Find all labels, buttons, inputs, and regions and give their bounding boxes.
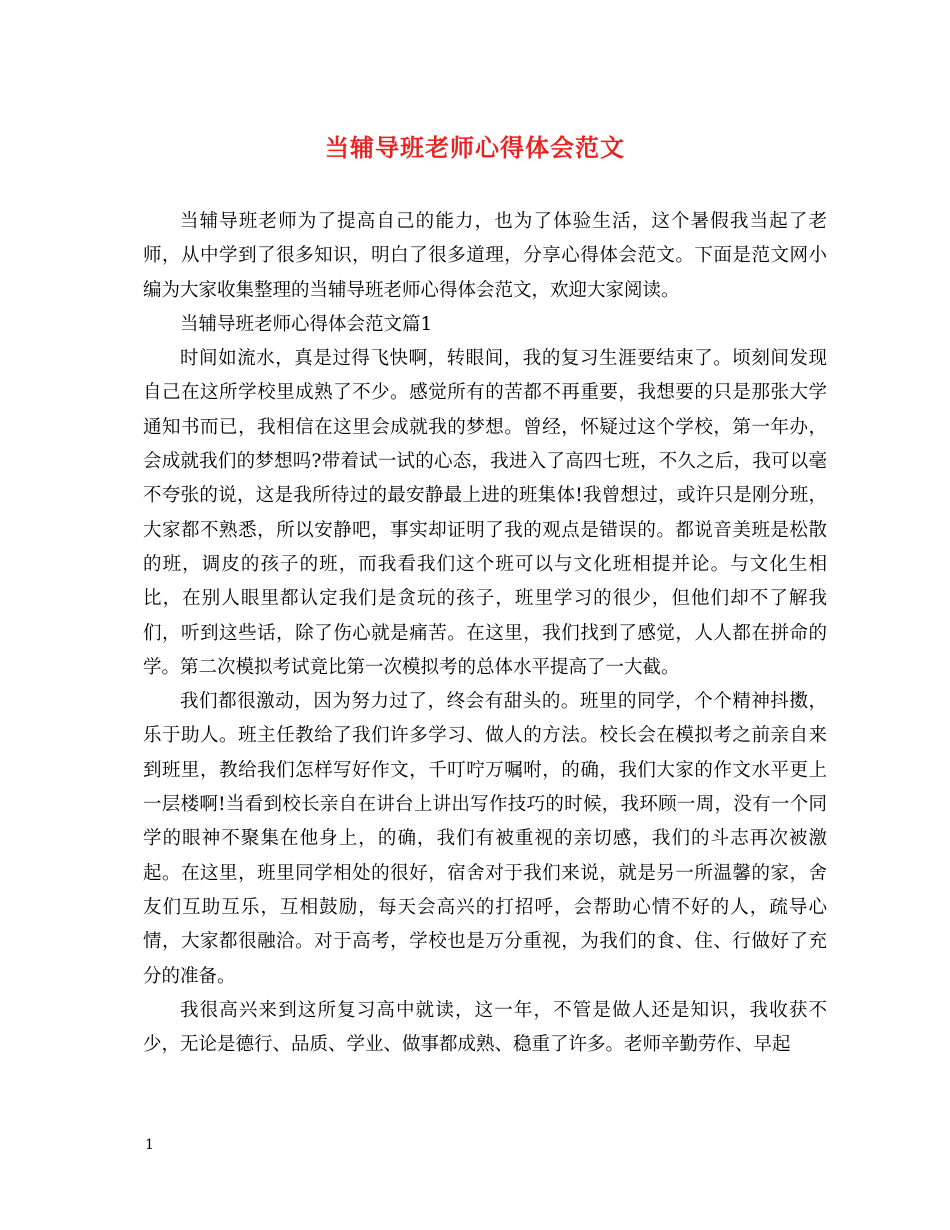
page-number: 1	[145, 1137, 154, 1153]
body-paragraph: 我们都很激动，因为努力过了，终会有甜头的。班里的同学，个个精神抖擞，乐于助人。班主任教给了我们许多学习、做人的方法。校长会在模拟考之前亲自来到班里，教给我们怎样写好作文，千叮咛万嘱咐，的确，我们大家的作文水平更上一层楼啊!当看到校长亲自在讲台上讲出写作技巧的时候，我环顾一周，没有一个同学的眼神不聚集在他身上，的确，我们有被重视的亲切感，我们的斗志再次被激起。在这里，班里同学相处的很好，宿舍对于我们来说，就是另一所温馨的家，舍友们互助互乐，互相鼓励，每天会高兴的打招呼，会帮助心情不好的人，疏导心情，大家都很融洽。对于高考，学校也是万分重视，为我们的食、住、行做好了充分的准备。	[143, 691, 827, 987]
intro-paragraph: 当辅导班老师为了提高自己的能力，也为了体验生活，这个暑假我当起了老师，从中学到了很多知识，明白了很多道理，分享心得体会范文。下面是范文网小编为大家收集整理的当辅导班老师心得体会范文，欢迎大家阅读。	[143, 211, 827, 301]
document-title: 当辅导班老师心得体会范文	[325, 133, 625, 162]
body-paragraph: 时间如流水，真是过得飞快啊，转眼间，我的复习生涯要结束了。顷刻间发现自己在这所学校里成熟了不少。感觉所有的苦都不再重要，我想要的只是那张大学通知书而已，我相信在这里会成就我的梦想。曾经，怀疑过这个学校，第一年办，会成就我们的梦想吗?带着试一试的心态，我进入了高四七班，不久之后，我可以毫不夸张的说，这是我所待过的最安静最上进的班集体!我曾想过，或许只是刚分班，大家都不熟悉，所以安静吧，事实却证明了我的观点是错误的。都说音美班是松散的班，调皮的孩子的班，而我看我们这个班可以与文化班相提并论。与文化生相比，在别人眼里都认定我们是贪玩的孩子，班里学习的很少，但他们却不了解我们，听到这些话，除了伤心就是痛苦。在这里，我们找到了感觉，人人都在拼命的学。第二次模拟考试竟比第一次模拟考的总体水平提高了一大截。	[143, 348, 827, 678]
document-body	[143, 205, 827, 1062]
section-heading: 当辅导班老师心得体会范文篇1	[180, 313, 433, 335]
body-paragraph: 我很高兴来到这所复习高中就读，这一年，不管是做人还是知识，我收获不少，无论是德行、品质、学业、做事都成熟、稳重了许多。老师辛勤劳作、早起	[143, 999, 827, 1056]
